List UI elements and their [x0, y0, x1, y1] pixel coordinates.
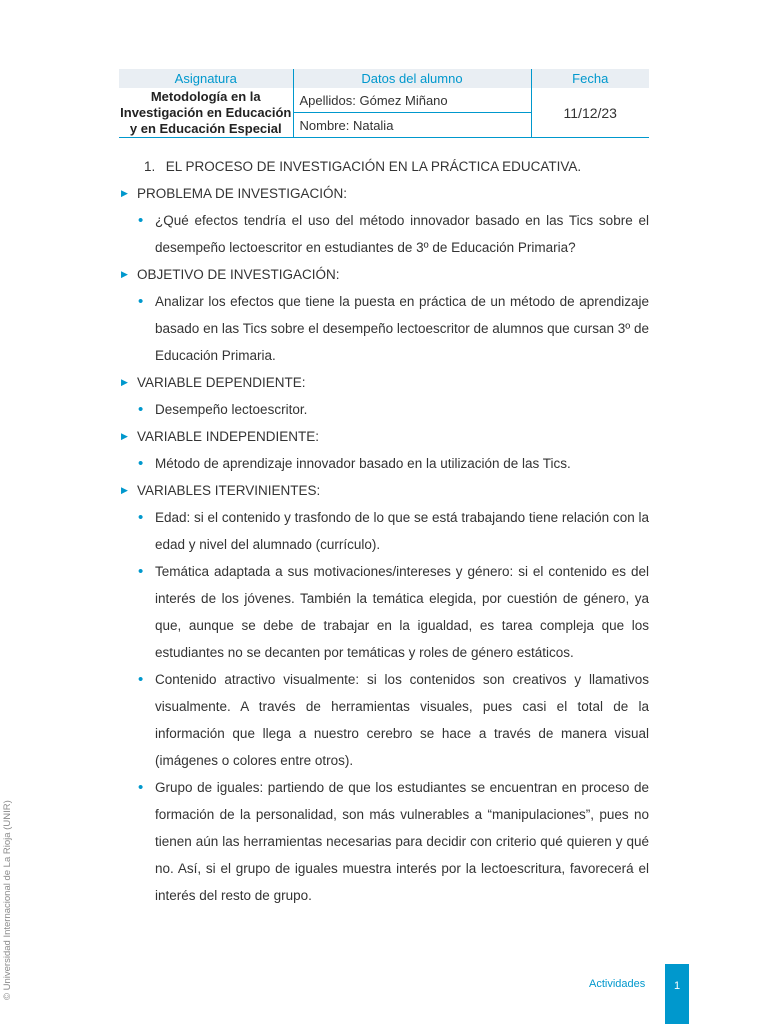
header-col-student: Datos del alumno — [293, 69, 531, 88]
subject-cell: Metodología en la Investigación en Educación y en Educación Especial — [120, 88, 292, 136]
list-item: • Edad: si el contenido y trasfondo de lo que se está trabajando tiene relación con la edad y nivel del alumnado (currículo). — [119, 504, 649, 558]
document-body — [119, 153, 649, 909]
dot-bullet-icon: • — [138, 671, 144, 688]
header-col-date: Fecha — [531, 69, 649, 88]
dot-bullet-icon: • — [138, 455, 144, 472]
list-item: • Analizar los efectos que tiene la puesta en práctica de un método de aprendizaje basado en las Tics sobre el desempeño lectoescritor de alumnos que cursan 3º de Educación Primaria. — [119, 288, 649, 369]
section-title: ▶ VARIABLES ITERVINIENTES: — [119, 477, 649, 504]
triangle-bullet-icon: ▶ — [121, 188, 128, 198]
triangle-bullet-icon: ▶ — [121, 431, 128, 441]
list-item: • Temática adaptada a sus motivaciones/intereses y género: si el contenido es del interés de los jóvenes. También la temática elegida, por cuestión de género, ya que, aunque se debe de trabajar en la igualdad, es tarea compleja que los estudiantes no se decanten por temáticas y roles de género estáticos. — [119, 558, 649, 666]
heading-text: EL PROCESO DE INVESTIGACIÓN EN LA PRÁCTICA EDUCATIVA. — [165, 159, 582, 174]
footer-label: Actividades — [589, 978, 646, 990]
heading-number: 1. — [144, 159, 156, 174]
dot-bullet-icon: • — [138, 563, 144, 580]
copyright-side-text: © Universidad Internacional de La Rioja (UNIR) — [2, 800, 13, 1000]
page-number: 1 — [665, 964, 689, 1024]
name-cell: Nombre: Natalia — [293, 113, 531, 138]
section-title: ▶ VARIABLE DEPENDIENTE: — [119, 369, 649, 396]
dot-bullet-icon: • — [138, 293, 144, 310]
list-item: • Contenido atractivo visualmente: si los contenidos son creativos y llamativos visualmente. A través de herramientas visuales, pues casi el total de la información que llega a nuestro cerebro se hace a través de manera visual (imágenes o colores entre otros). — [119, 666, 649, 774]
dot-bullet-icon: • — [138, 401, 144, 418]
dot-bullet-icon: • — [138, 509, 144, 526]
list-item: • Grupo de iguales: partiendo de que los estudiantes se encuentran en proceso de formación de la personalidad, son más vulnerables a “manipulaciones”, pues no tienen aún las herramientas necesarias para decidir con criterio qué quieren y qué no. Así, si el grupo de iguales muestra interés por la lectoescritura, favorecerá el interés del resto de grupo. — [119, 774, 649, 909]
section-title: ▶ VARIABLE INDEPENDIENTE: — [119, 423, 649, 450]
date-cell: 11/12/23 — [531, 88, 649, 138]
triangle-bullet-icon: ▶ — [121, 377, 128, 387]
list-item: • Método de aprendizaje innovador basado en la utilización de las Tics. — [119, 450, 649, 477]
surname-cell: Apellidos: Gómez Miñano — [293, 88, 531, 113]
section-title: ▶ OBJETIVO DE INVESTIGACIÓN: — [119, 261, 649, 288]
list-item: • ¿Qué efectos tendría el uso del método innovador basado en las Tics sobre el desempeño lectoescritor en estudiantes de 3º de Educación Primaria? — [119, 207, 649, 261]
dot-bullet-icon: • — [138, 779, 144, 796]
header-col-subject: Asignatura — [119, 69, 293, 88]
header-row — [119, 69, 649, 88]
header-table — [119, 69, 649, 138]
dot-bullet-icon: • — [138, 212, 144, 229]
section-heading — [119, 153, 649, 180]
triangle-bullet-icon: ▶ — [121, 269, 128, 279]
list-item: • Desempeño lectoescritor. — [119, 396, 649, 423]
triangle-bullet-icon: ▶ — [121, 485, 128, 495]
section-title: ▶ PROBLEMA DE INVESTIGACIÓN: — [119, 180, 649, 207]
